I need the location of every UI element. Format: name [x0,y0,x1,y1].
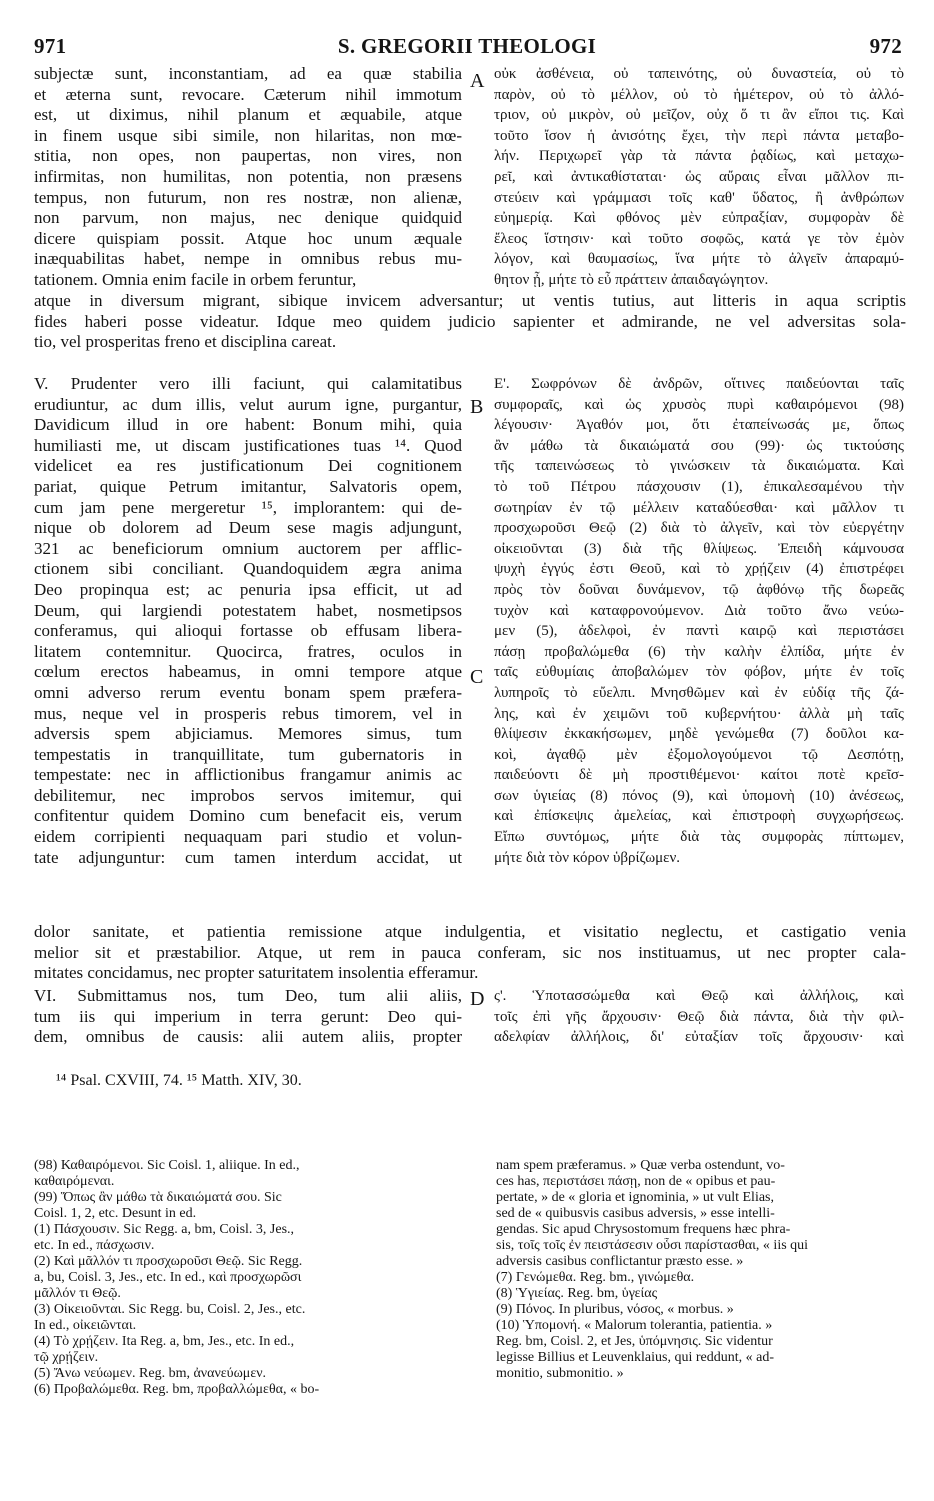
text-line: tempus, non futurum, non res nostræ, non alienæ, [34,187,462,207]
full-width-paragraph-2 [34,922,906,984]
note-line: (1) Πάσχουσιν. Sic Regg. a, bm, Coisl. 3, Jes., [34,1222,295,1237]
note-line: legisse Billius et Leuvenklaius, qui reddunt, « ad- [496,1350,775,1365]
text-line: conferamus, qui alioqui fortasse ob effusam libera- [34,621,462,641]
note-line: (8) Ὑγιείας. Reg. bm, ὑγείας [496,1286,658,1301]
text-line: ψυχὴ ἐγγύς ἐστι Θεοῦ, καὶ τὸ χρῄζειν (4) ἐπιστρέφει [494,561,904,578]
text-line: ἔλεος ἵστησιν· καὶ τοῦτο σοφῶς, κατά γε τὸν ἐμὸν [494,230,904,247]
note-line: (10) Ὑπομονή. « Malorum tolerantia, patientia. » [496,1318,773,1333]
text-line: atque in diversum migrant, sibique invicem adversantur; ut ventis tutius, aut litteris in aqua scriptis [34,291,906,310]
note-line: Coisl. 1, 2, etc. Desunt in ed. [34,1206,197,1221]
text-line: subjectæ sunt, inconstantiam, ad ea quæ stabilia [34,64,462,83]
notes-left-column [34,1158,470,1398]
scripture-footnotes: ¹⁴ Psal. CXVIII, 74. ¹⁵ Matth. XIV, 30. [56,1072,302,1089]
text-line: Davidicum illud in ore habent: Bonum mihi, quia [34,415,462,435]
text-line: V. Prudenter vero illi faciunt, qui calamitatibus [34,374,462,393]
note-line: a, bu, Coisl. 3, Jes., etc. In ed., καὶ προσχωρῶσι [34,1270,302,1285]
text-line: tum iis qui imperium in terra gerunt: Deo qui- [34,1006,462,1026]
text-line: VI. Submittamus nos, tum Deo, tum alii aliis, [34,986,462,1005]
text-line: λόγον, καὶ θαυμασίως, ἵνα μήτε τὸ ἀλγεῖν ἀπαραμύ- [494,251,904,268]
text-line: dolor sanitate, et patientia remissione atque indulgentia, et visitatio neglectu, et castigatio venia [34,922,906,941]
text-line: εὐημερίᾳ. Καὶ φθόνος μὲν εὐπραξίαν, συμφορὰν δὲ [494,210,904,227]
text-line: παιδεύοντι δὲ μὴ προστιθέμενοι· καίτοι ποτὲ κρεῖσ- [494,767,904,784]
text-line: tempestate: nec in afflictionibus frangamur animis ac [34,765,462,785]
text-line: λυπηροῖς τὸ εὔελπι. Μνησθῶμεν καὶ ἐν εὐδίᾳ τῆς ζά- [494,684,904,701]
latin-column-block1 [34,64,462,291]
text-line: litatem contemnitur. Quocirca, fratres, oculos in [34,641,462,661]
note-line: (9) Πόνος. In pluribus, νόσος, « morbus. » [496,1302,734,1317]
text-line: tio, vel prosperitas freno et disciplina careat. [34,332,337,352]
page-number-right: 972 [869,34,902,58]
text-line: παρὸν, οὐ τὸ μέλλον, οὐ τὸ ἡμέτερον, οὐ τὸ ἀλλό- [494,86,904,103]
running-title: S. GREGORII THEOLOGI [337,34,597,58]
note-line: gendas. Sic apud Chrysostomum frequens hæc phra- [496,1222,791,1237]
note-line: (4) Τὸ χρῄζειν. Ita Reg. a, bm, Jes., etc. In ed., [34,1334,295,1349]
text-line: eidem corripienti nequaquam pari studio et volun- [34,827,462,847]
text-line: τῆς ταπεινώσεως τὸ γινώσκειν τὰ δικαιώματα. Καὶ [494,458,904,475]
text-line: συμφοραῖς, καὶ ὡς χρυσὸς πυρὶ καθαιρόμενοι (98) [494,396,904,413]
text-line: σωτηρίαν ἐν τῷ μέλλειν καταδύεσθαι· καὶ μᾶλλον τι [494,499,904,516]
note-line: nam spem præferamus. » Quæ verba ostendunt, vo- [496,1158,785,1173]
greek-column-block3 [494,986,904,1048]
text-line: in finem usque sibi simile, non hilaritas, non mœ- [34,125,462,145]
note-line: (3) Οἰκειοῦνται. Sic Regg. bu, Coisl. 2, Jes., etc. [34,1302,306,1317]
text-line: τριον, οὐ μικρὸν, οὐ μεῖζον, οὐχ ὅ τι ἂν εἴποι τις. Καὶ [494,107,904,124]
note-line: In ed., οἰκειῶνται. [34,1318,137,1333]
text-line: melior sit et præstabilior. Atque, ut rem in pauca conferam, sic nos instituamus, ut nec propter cala- [34,942,906,962]
text-line: στεύειν καὶ γράμμασι τοῖς καθ' ὕδατος, ἢ ἀνθρώπων [494,189,904,206]
text-line: humiliasti me, ut discam justificationes tuas ¹⁴. Quod [34,435,462,455]
text-line: λήν. Περιχωρεῖ γὰρ τὰ πάντα ῥᾳδίως, καὶ μεταχω- [494,148,904,165]
text-line: πρὸς τὸν δοῦναι δυνάμενον, τῷ ἀφθόνῳ τῆς δωρεᾶς [494,581,904,598]
text-line: Deo propinqua est; ac penuria ipsa efficit, ut ad [34,579,462,599]
full-width-paragraph-1 [34,291,906,353]
text-line: 321 ac beneficiorum omnium auctorem per afflic- [34,538,462,558]
text-line: σων ὑγιείας (8) πόνος (9), καὶ ὑπομονὴ (10) ἀνέσεως, [494,787,904,804]
text-line: ctionem sibi conciliant. Quandoquidem ægra anima [34,559,462,579]
text-line: tationem. Omnia enim facile in orbem feruntur, [34,269,357,289]
note-line: (5) Ἄνω νεύωμεν. Reg. bm, ἀνανεύωμεν. [34,1366,267,1381]
text-line: λέγουσιν· Ἀγαθόν μοι, ὅτι ἐταπείνωσάς με, ὅπως [494,417,904,434]
text-line: τοῖς ἐπὶ γῆς ἄρχουσιν· Θεῷ διὰ πάντα, διὰ τὴν φιλ- [494,1008,904,1025]
margin-letter-a: A [470,70,485,92]
text-line: confitentur quidem Domino cum benefacit eis, verum [34,806,462,826]
text-line: τὸ τοῦ Πέτρου πάσχουσιν (1), ἐπικαλεσαμένου τὴν [494,478,904,495]
text-line: Deum, qui largiendi potestatem habet, nosmetipsos [34,600,462,620]
text-line: tate adjunguntur: cum tamen interdum accidat, ut [34,847,462,867]
note-line: μᾶλλόν τι Θεῷ. [34,1286,121,1301]
text-line: debilitemur, nec improbos servos imitemur, qui [34,785,462,805]
text-line: λης, καὶ ἐν χειμῶνι τοῦ κυβερνήτου· ἀλλὰ μὴ ταῖς [494,705,904,722]
text-line: Ε'. Σωφρόνων δὲ ἀνδρῶν, οἵτινες παιδεύονται ταῖς [494,376,904,392]
text-line: pariat, quique Petrum imitantur, Salvatoris opem, [34,476,462,496]
text-line: τοῦτο ἴσον ἡ ἀνισότης ἔχει, τὴν περὶ πάντα μεταβο- [494,127,904,144]
note-line: (99) Ὅπως ἂν μάθω τὰ δικαιώματά σου. Sic [34,1190,282,1205]
greek-column-block1 [494,64,904,291]
text-line: nique ob dolorem ad Deum sese magis adjungunt, [34,518,462,538]
note-line: Reg. bm, Coisl. 2, et Jes, ὑπόμνησις. Sic videntur [496,1334,773,1349]
latin-column-block3 [34,986,462,1048]
note-line: (7) Γενώμεθα. Reg. bm., γινώμεθα. [496,1270,695,1285]
latin-column-block2 [34,374,462,868]
text-line: προσχωροῦσι Θεῷ (2) διὰ τὸ ἀλγεῖν, καὶ τὸν εὐεργέτην [494,520,904,537]
text-line: οὐκ ἀσθένεια, οὐ ταπεινότης, οὐ δυναστεία, οὐ τὸ [494,66,904,82]
text-line: μεν (5), ἀδελφοὶ, ἐν παντὶ καιρῷ καὶ περιστάσει [494,623,904,640]
text-line: θητον ᾖ, μήτε τὸ εὖ πράττειν ἀπαιδαγώγητον. [494,271,769,288]
note-line: (6) Προβαλώμεθα. Reg. bm, προβαλλώμεθα, « bo- [34,1382,320,1397]
note-line: etc. In ed., πάσχωσιν. [34,1238,155,1253]
text-line: ἂν μάθω τὰ δικαιώματά σου (99)· ὡς τικτούσης [494,437,904,454]
margin-letter-d: D [470,988,485,1010]
note-line: ces has, περιστάσει πάσῃ, non de « opibus et pau- [496,1174,776,1189]
note-line: pertate, » de « gloria et ignominia, » ut vult Elias, [496,1190,774,1205]
text-line: cœlum erectos habeamus, in omni tempore atque [34,662,462,682]
text-line: κοὶ, ἀγαθῷ μὲν ἐξομολογούμενοι τῷ Δεσπότῃ, [494,746,904,763]
text-line: μήτε διὰ τὸν κόρον ὑβρίζωμεν. [494,849,680,866]
text-line: τυχὸν καὶ καταφρονούμενον. Διὰ τοῦτο ἄνω νεύω- [494,602,904,619]
text-line: cum jam pene mergeretur ¹⁵, implorantem: qui de- [34,497,462,517]
margin-letter-b: B [470,396,484,418]
note-line: τῷ χρῄζειν. [34,1350,99,1365]
text-line: inæquabilitas habet, nempe in omnibus rebus mu- [34,249,462,269]
text-line: infirmitas, non humilitas, non potentia, non præsens [34,166,462,186]
text-line: erudiuntur, ac dum illis, velut aurum igne, purgantur, [34,394,462,414]
text-line: omni adverso rerum eventu bonam spem præfera- [34,682,462,702]
text-line: ς'. Ὑποτασσώμεθα καὶ Θεῷ καὶ ἀλλήλοις, καὶ [494,988,904,1004]
note-line: adversis casibus conflictantur præsto esse. » [496,1254,744,1269]
text-line: mus, neque vel in prosperis rebus timorem, vel in [34,703,462,723]
text-line: adversis spem abjiciamus. Memores simus, tum [34,724,462,744]
page-number-left: 971 [34,34,67,58]
note-line: καθαιρόμεναι. [34,1174,115,1189]
text-line: dicere quispiam possit. Atque hoc unum æquale [34,228,462,248]
note-line: sed de « quibusvis casibus adversis, » esse intelli- [496,1206,775,1221]
text-line: tempestatis in tranquillitate, tum gubernatoris in [34,744,462,764]
notes-right-column [496,1158,906,1382]
margin-letter-c: C [470,666,484,688]
text-line: θλίψεσιν ἐκκακήσωμεν, μηδὲ γενώμεθα (7) δοῦλοι κα- [494,726,904,743]
text-line: ταῖς εὐθυμίαις ἀποβαλώμεν τὸν φόβον, μήτε ἐν τοῖς [494,664,904,681]
text-line: οἰκειοῦνται (3) διὰ τῆς θλίψεως. Ἐπειδὴ κάμνουσα [494,540,904,557]
text-line: πάσῃ προβαλώμεθα (6) τὴν καλὴν ἐλπίδα, μήτε ἐν [494,643,904,660]
text-line: dem, omnibus de causis: alii autem aliis, propter [34,1027,462,1047]
text-line: stitia, non opes, non paupertas, non vires, non [34,146,462,166]
text-line: καὶ ἐπίσκεψις ἀμελείας, καὶ ἐπιστροφὴ συγχωρήσεως. [494,808,904,825]
text-line: videlicet ea res justificationum Dei cognitionem [34,456,462,476]
note-line: sis, τοῖς τοῖς ἐν πειστάσεσιν οὖσι παρίστασθαι, « iis qui [496,1238,809,1253]
text-line: et æterna sunt, revocare. Cæterum nihil immotum [34,84,462,104]
text-line: αδελφίαν ἀλλήλοις, δι' εὐταξίαν τοῖς ἄρχουσιν· καὶ [494,1029,904,1046]
text-line: mitates concidamus, nec propter saturitatem insolentia efferamur. [34,963,479,983]
note-line: (98) Καθαιρόμενοι. Sic Coisl. 1, aliique. In ed., [34,1158,300,1173]
text-line: est, ut diximus, nihil planum et æquabile, atque [34,105,462,125]
text-line: Εἴπω συντόμως, μήτε διὰ τὰς συμφορὰς πίπτωμεν, [494,829,904,846]
greek-column-block2 [494,374,904,868]
note-line: monitio, submonitio. » [496,1366,624,1381]
note-line: (2) Καὶ μᾶλλόν τι προσχωροῦσι Θεῷ. Sic Regg. [34,1254,303,1269]
text-line: ρεῖ, καὶ ἀντικαθίσταται· ὡς αὔραις εἶναι μᾶλλον πι- [494,168,904,185]
text-line: non parvum, non majus, nec denique quidquid [34,208,462,228]
text-line: fides haberi posse videatur. Idque meo quidem judicio sapienter et admirande, ne vel adversitas sola- [34,311,906,331]
